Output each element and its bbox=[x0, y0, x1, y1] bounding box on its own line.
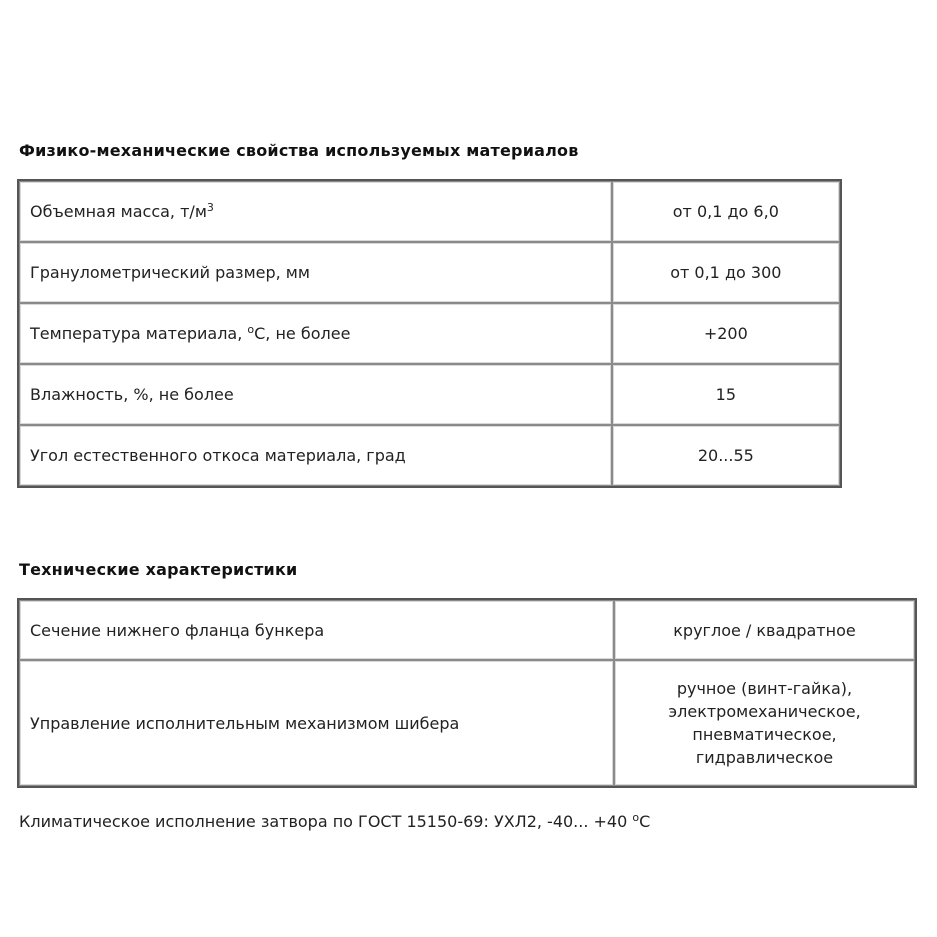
property-label bbox=[19, 242, 612, 303]
table-row bbox=[19, 303, 840, 364]
property-label bbox=[19, 303, 612, 364]
property-label bbox=[19, 364, 612, 425]
technical-specs-table bbox=[17, 598, 917, 788]
label-text-after: С, не более bbox=[254, 324, 351, 343]
section-title-physical-properties: Физико-механические свойства используемых материалов bbox=[19, 141, 579, 160]
spec-value: круглое / квадратное bbox=[614, 600, 915, 660]
table-row bbox=[19, 600, 915, 660]
property-label bbox=[19, 181, 612, 242]
table-row bbox=[19, 364, 840, 425]
label-text: Угол естественного откоса материала, град bbox=[30, 446, 406, 465]
label-text: Температура материала, bbox=[30, 324, 248, 343]
label-superscript: 3 bbox=[206, 201, 214, 214]
section-title-technical-specs: Технические характеристики bbox=[19, 560, 298, 579]
footnote-text: Климатическое исполнение затвора по ГОСТ 15150-69: УХЛ2, -40... +40 bbox=[19, 812, 633, 831]
climate-footnote bbox=[19, 812, 650, 831]
property-value: 20...55 bbox=[612, 425, 840, 486]
table-row bbox=[19, 660, 915, 786]
property-value: от 0,1 до 300 bbox=[612, 242, 840, 303]
footnote-text-after: С bbox=[639, 812, 651, 831]
label-text: Объемная масса, т/м bbox=[30, 202, 207, 221]
table-row bbox=[19, 181, 840, 242]
property-value: 15 bbox=[612, 364, 840, 425]
footnote-superscript: о bbox=[632, 811, 640, 824]
label-superscript: о bbox=[247, 323, 255, 336]
property-label bbox=[19, 425, 612, 486]
table-row bbox=[19, 242, 840, 303]
property-value: +200 bbox=[612, 303, 840, 364]
property-value: от 0,1 до 6,0 bbox=[612, 181, 840, 242]
table-row bbox=[19, 425, 840, 486]
spec-label: Управление исполнительным механизмом шибера bbox=[19, 660, 614, 786]
spec-label: Сечение нижнего фланца бункера bbox=[19, 600, 614, 660]
physical-properties-table bbox=[17, 179, 842, 488]
label-text: Гранулометрический размер, мм bbox=[30, 263, 310, 282]
label-text: Влажность, %, не более bbox=[30, 385, 234, 404]
spec-value: ручное (винт-гайка), электромеханическое, пневматическое, гидравлическое bbox=[614, 660, 915, 786]
